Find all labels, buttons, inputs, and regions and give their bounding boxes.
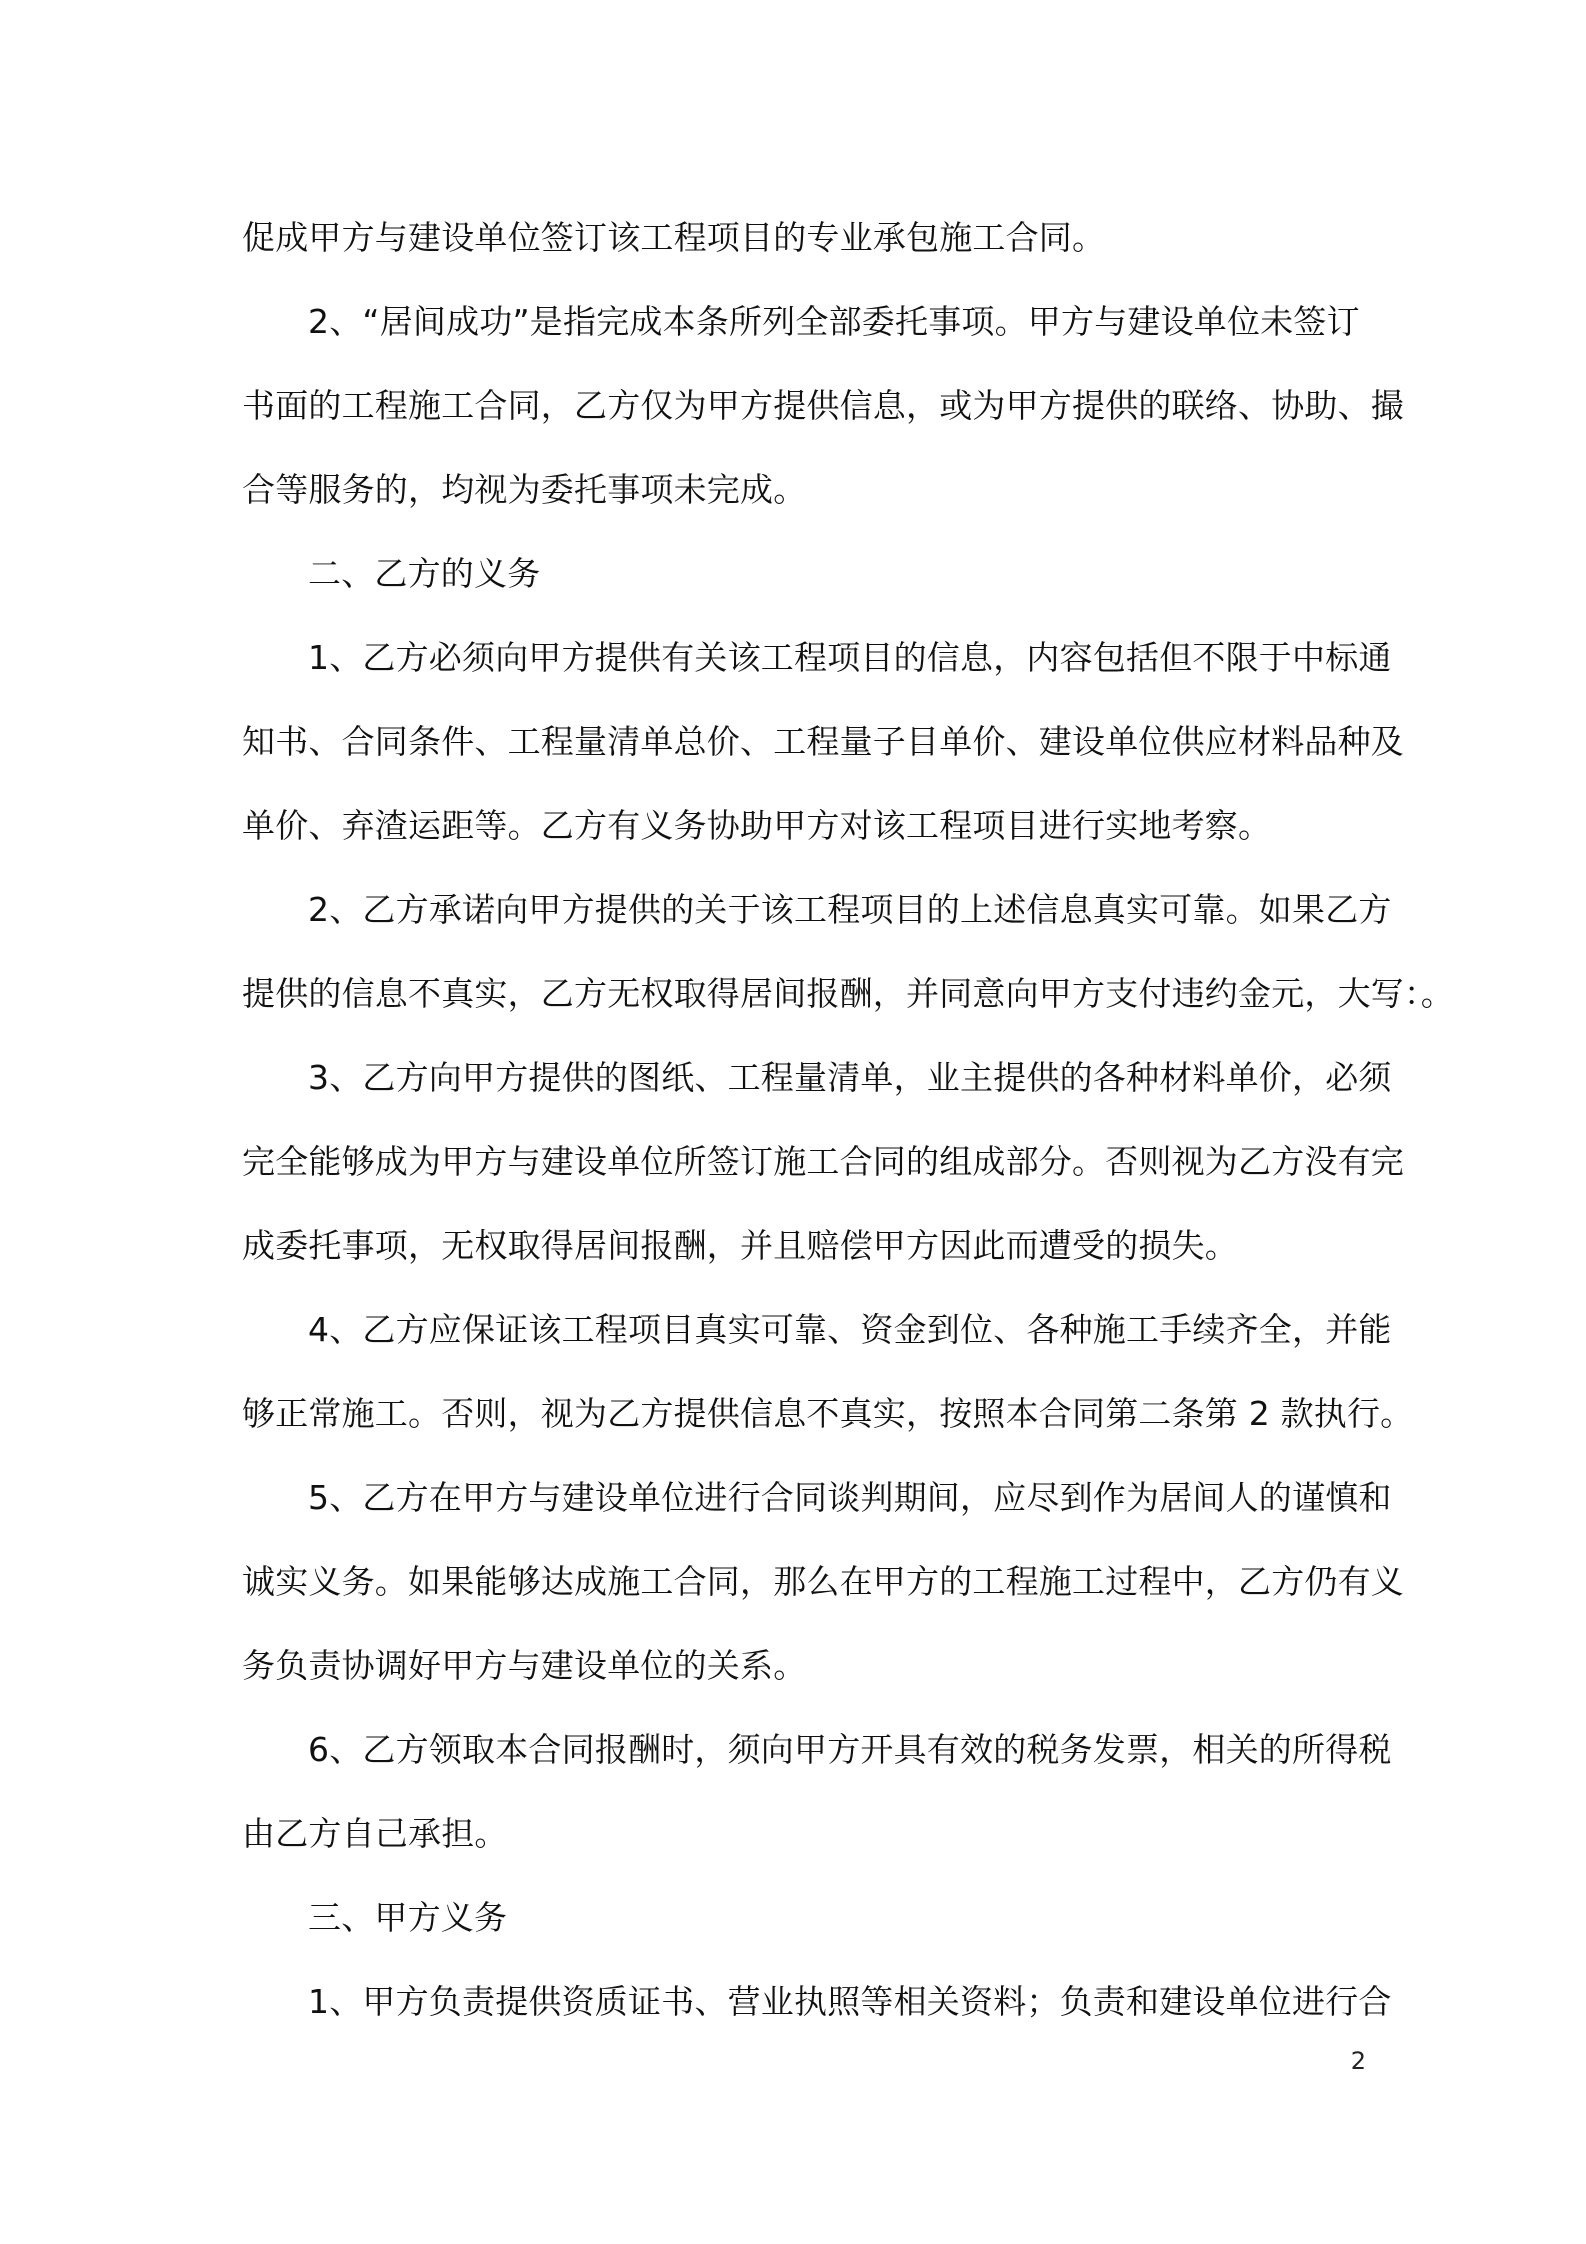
text-line: 三、甲方义务	[308, 1898, 508, 1937]
text-line: 6、乙方领取本合同报酬时，须向甲方开具有效的税务发票，相关的所得税	[308, 1730, 1392, 1769]
text-line: 务负责协调好甲方与建设单位的关系。	[242, 1646, 807, 1685]
text-line: 3、乙方向甲方提供的图纸、工程量清单，业主提供的各种材料单价，必须	[308, 1058, 1392, 1097]
page-number: 2	[1350, 2047, 1366, 2075]
text-line: 完全能够成为甲方与建设单位所签订施工合同的组成部分。否则视为乙方没有完	[242, 1142, 1404, 1181]
text-line: 1、乙方必须向甲方提供有关该工程项目的信息，内容包括但不限于中标通	[308, 638, 1392, 677]
text-line: 促成甲方与建设单位签订该工程项目的专业承包施工合同。	[242, 218, 1106, 257]
text-line: 2、乙方承诺向甲方提供的关于该工程项目的上述信息真实可靠。如果乙方	[308, 890, 1392, 929]
text-line: 成委托事项，无权取得居间报酬，并且赔偿甲方因此而遭受的损失。	[242, 1226, 1238, 1265]
text-line: 合等服务的，均视为委托事项未完成。	[242, 470, 807, 509]
text-line: 提供的信息不真实，乙方无权取得居间报酬，并同意向甲方支付违约金元，大写：。	[242, 974, 1454, 1013]
text-line: 5、乙方在甲方与建设单位进行合同谈判期间，应尽到作为居间人的谨慎和	[308, 1478, 1392, 1517]
document-body	[242, 196, 1454, 2044]
text-line: 4、乙方应保证该工程项目真实可靠、资金到位、各种施工手续齐全，并能	[308, 1310, 1392, 1349]
text-line: 够正常施工。否则，视为乙方提供信息不真实，按照本合同第二条第 2 款执行。	[242, 1394, 1414, 1433]
text-line: 1、甲方负责提供资质证书、营业执照等相关资料；负责和建设单位进行合	[308, 1982, 1392, 2021]
text-line: 知书、合同条件、工程量清单总价、工程量子目单价、建设单位供应材料品种及	[242, 722, 1404, 761]
text-line: 2、“居间成功”是指完成本条所列全部委托事项。甲方与建设单位未签订	[308, 302, 1360, 341]
text-line: 二、乙方的义务	[308, 554, 541, 593]
text-line: 书面的工程施工合同，乙方仅为甲方提供信息，或为甲方提供的联络、协助、撮	[242, 386, 1404, 425]
text-line: 诚实义务。如果能够达成施工合同，那么在甲方的工程施工过程中，乙方仍有义	[242, 1562, 1404, 1601]
text-line: 单价、弃渣运距等。乙方有义务协助甲方对该工程项目进行实地考察。	[242, 806, 1272, 845]
text-line: 由乙方自己承担。	[242, 1814, 508, 1853]
